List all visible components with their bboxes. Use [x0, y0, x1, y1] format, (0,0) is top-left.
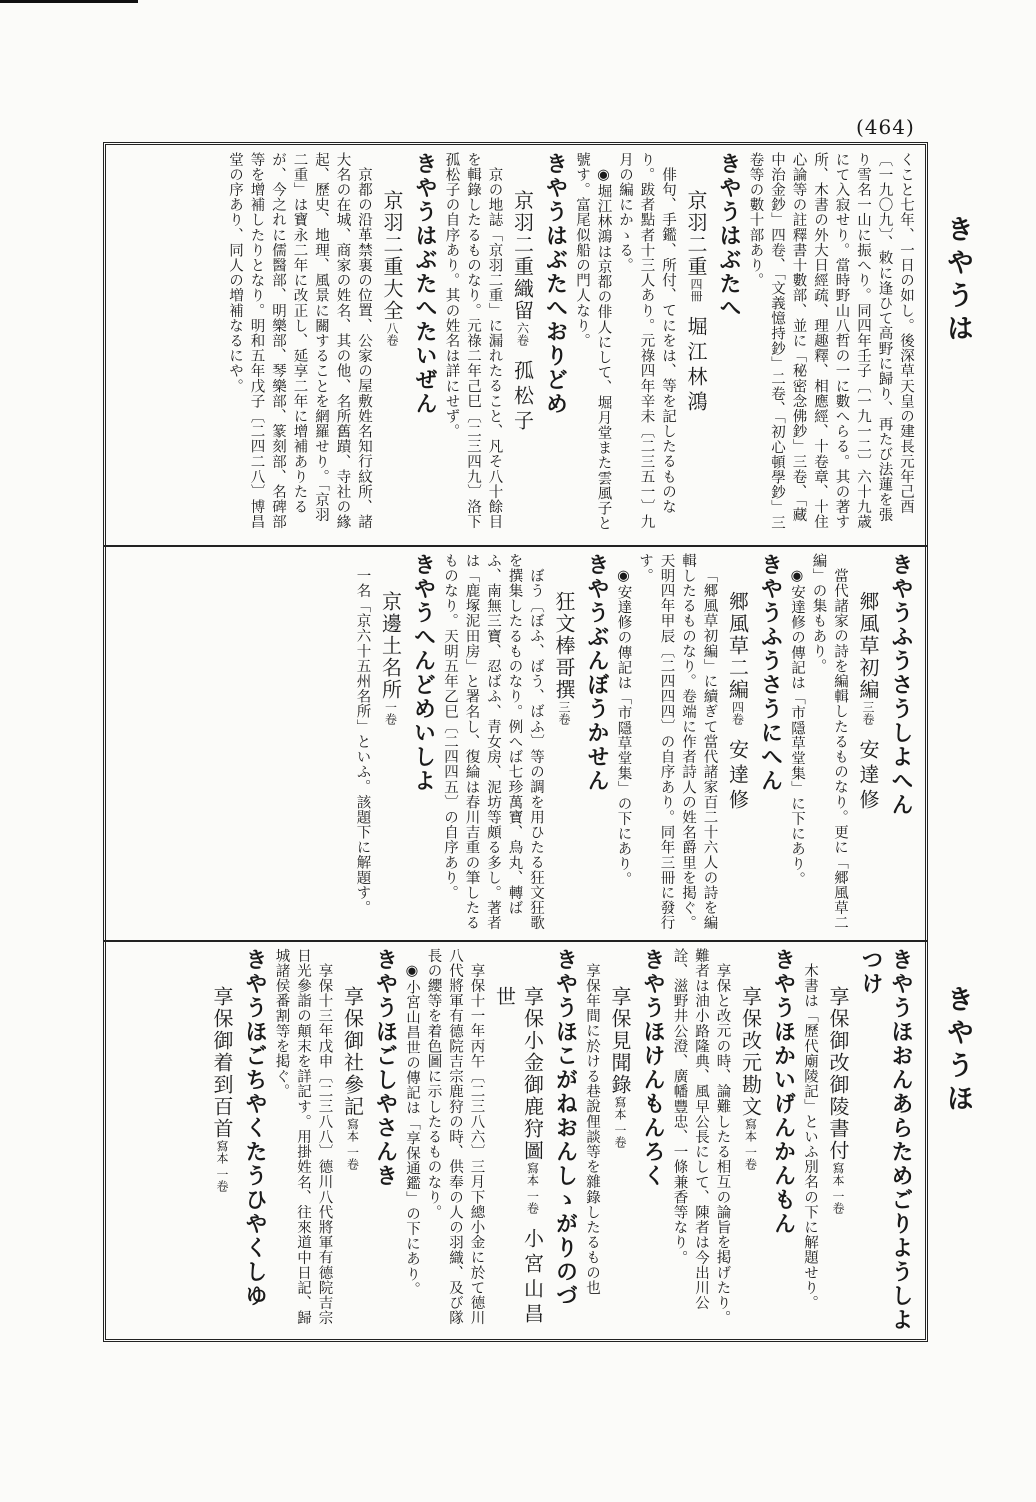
entry-title: 京羽二重大全	[380, 190, 404, 322]
entry-title: 享保御社參記	[340, 986, 365, 1118]
entry-title: 京邊土名所	[378, 591, 403, 701]
entry-body: 「郷風草初編」に續ぎて當代諸家百二十六人の詩を編輯したるものなり。卷端に作者詩人の姓名爵里を掲ぐ。天明四年甲辰〔二四四四〕の自序あり。同年三冊に發行す。	[637, 553, 718, 931]
entry-title-line	[509, 152, 537, 537]
entry-title: 郷風草二編	[725, 591, 750, 701]
entry-volumes: 寫本 一卷	[613, 1096, 627, 1148]
entry-heading: きやうはぶたへおりどめ	[542, 152, 569, 416]
entry-title: 享保御着到百首	[210, 986, 234, 1140]
entry-title-line	[550, 553, 578, 933]
section-bottom	[116, 948, 916, 1333]
entry-volumes: 三卷	[861, 701, 875, 725]
section-bottom-text	[116, 948, 916, 1333]
entry-title-line	[724, 553, 752, 933]
entry-body: 木書は「歷代廟陵記」といふ別名の下に解題せり。	[802, 962, 818, 1310]
entry-heading: きやうふうさうしよへん	[888, 553, 914, 817]
entry-author: 安達修	[725, 739, 750, 814]
entry-volumes: 寫本 一卷	[831, 1162, 845, 1214]
entry-title: 京羽二重織留	[510, 190, 535, 322]
entry-body: 當代諸家の詩を編輯したるものなり。更に「郷風草二編」の集もあり。	[810, 553, 848, 930]
entry-title-line	[491, 948, 547, 1333]
entry-body: 享保十一年丙午〔二三八六〕三月下總小金に於て德川八代將軍有德院吉宗鹿狩の時、供奉の人の羽織、及び隊長の纓等を着色圖に示したるものなり。	[425, 948, 485, 1326]
entry-title-line	[339, 948, 367, 1333]
section-top-text	[116, 152, 916, 537]
entry-title-line	[854, 553, 882, 933]
entry-author: 小宮山昌世	[492, 986, 545, 1328]
entry-heading: きやうほごしやさんき	[372, 948, 399, 1188]
entry-author: 孤松子	[510, 360, 535, 435]
entry-volumes: 四冊	[689, 278, 703, 302]
entry-volumes: 寫本 一卷	[525, 1162, 540, 1214]
section-middle	[116, 553, 916, 933]
entry-heading: きやうほけんもんろく	[640, 948, 666, 1188]
entry-heading: きやうへんどめいしよ	[410, 553, 437, 793]
entry-title-line	[824, 948, 852, 1333]
entry-heading: きやうほこがねおんしゝがりのづ	[552, 948, 579, 1308]
entry-title: 享保御改御陵書付	[826, 986, 850, 1162]
entry-author: 安達修	[856, 739, 880, 814]
entry-note: ◉小宮山昌世の傳記は「享保通鑑」の下にあり。	[404, 962, 420, 1297]
entry-volumes: 一卷	[383, 701, 398, 725]
entry-note: ◉安達修の傳記は「市隱草堂集」に下にあり。	[789, 567, 805, 887]
entry-body: 一名「京六十五州名所」といふ。該題下に解題す。	[354, 567, 371, 915]
entry-heading: きやうほおんあらためごりようしよつけ	[858, 948, 914, 1332]
entry-title: 享保小金御鹿狩圖	[520, 986, 545, 1162]
entry-heading: きやうほかいげんかんもん	[770, 948, 797, 1236]
entry-heading: きやうぶんぼうかせん	[584, 553, 610, 793]
entry-volumes: 寫本 一卷	[345, 1118, 360, 1170]
entry-heading: きやうほごちやくたうひやくしゆ	[242, 948, 268, 1308]
section-top	[116, 152, 916, 537]
entry-title: 享保改元勘文	[738, 986, 763, 1118]
entry-body: 享保十三年戊申〔二三八八〕德川八代將軍有德院吉宗日光參詣の顛末を詳記す。用掛姓名、往來道中日記、歸城諸侯番割等を掲ぐ。	[273, 948, 333, 1326]
entry-volumes: 四卷	[730, 701, 745, 725]
entry-body: ぼう〔ぼふ、ばう、ばふ〕等の調を用ひたる狂文狂歌を撰集したるものなり。例へば七珍萬寶、鳥丸、轉ばふ、南無三寶、忍ばふ、青女房、泥坊等頗る多し。著者は「鹿塚泥田房」と署名し、復綸は春川吉重の筆したるものなり。天明五年乙巳〔二四四五〕の自序あり。	[442, 553, 544, 931]
entry-heading: きやうふうさうにへん	[757, 553, 784, 793]
entry-heading: きやうはぶたへたいぜん	[412, 152, 438, 416]
section-divider	[103, 545, 928, 547]
entry-title-line	[208, 948, 236, 1333]
entry-volumes: 八卷	[385, 322, 399, 346]
entry-body: 俳句、手鑑、所付、てにをは、等を記したるものなり。跋者點者十三人あり。元祿四年辛未〔二三五一〕九月の編にかゝる。	[617, 152, 676, 530]
entry-volumes: 寫本 一卷	[743, 1118, 758, 1170]
entry-note: ◉堀江林鴻は京都の俳人にして、堀月堂また雲風子と號す。富尾似船の門人なり。	[574, 152, 612, 531]
entry-body: 京の地誌「京羽二重」に漏れたること、凡そ八十餘目を輯錄したるものなり。元祿二年己巳〔二三四九〕洛下孤松子の自序あり。其の姓名は詳にせず。	[443, 152, 503, 530]
entry-author: 堀江林鴻	[684, 316, 708, 416]
entry-volumes: 寫本 一卷	[215, 1140, 229, 1192]
entry-title: 京羽二重	[684, 190, 708, 278]
entry-title-line	[682, 152, 710, 537]
top-rule	[0, 0, 138, 3]
entry-title: 享保見聞錄	[608, 986, 632, 1096]
entry-note: ◉安達修の傳記は「市隱草堂集」の下にあり。	[615, 567, 632, 887]
page-number: (464)	[856, 115, 915, 139]
running-head-bottom: きやうほ	[942, 985, 973, 1117]
entry-title: 狂文棒哥撰	[552, 591, 576, 701]
entry-body: 京都の沿革禁裏の位置、公家の屋敷姓名知行紋所、諸大名の在城、商家の姓名、其の他、名所舊蹟、寺社の緣起、歷史、地理、風景に關することを網羅せり。「京羽二重」は寶永二年に改正し、延享二年に增補ありたるが、今之れに儒醫部、明樂部、琴樂部、篆刻部、名碑部等を增補したりとなり。明和五年戊子〔二四二八〕博昌堂の序あり、同人の増補なるにや。	[227, 152, 372, 530]
entry-heading: きやうはぶたへ	[716, 152, 742, 320]
section-middle-text	[116, 553, 916, 933]
entry-volumes: 三卷	[557, 701, 571, 725]
entry-volumes: 六卷	[515, 322, 530, 346]
entry-continuation: くこと七年、一日の如し。後深草天皇の建長元年己酉〔一九〇九〕、敕に逢ひて高野に歸り、再たび法蓮を張り雪名一山に振へり。同四年壬子〔一九一二〕六十九歳にて入寂せり。當時野山八哲の一に數へらる。其の著す所、木書の外大日經疏、理趣釋、相應經、十卷章、十住心論等の註釋書十數部、並に「秘密念佛鈔」三卷、「藏中治金鈔」四卷、「文義憶持鈔」二卷、「初心頓學鈔」三卷等の數十部あり。	[747, 152, 914, 531]
section-divider	[103, 940, 928, 942]
entry-title-line	[378, 152, 406, 537]
entry-title-line	[606, 948, 634, 1333]
entry-body: 享保年間に於ける巷說俚談等を雜錄したるもの也	[584, 962, 600, 1295]
entry-title-line	[377, 553, 405, 933]
running-head-top: きやうは	[942, 215, 973, 347]
entry-body: 享保と改元の時、論難したる相互の論旨を掲げたり。難者は油小路隆典、風早公長にして、陳者は今出川公詮、滋野井公澄、廣幡豐忠、一條兼香等なり。	[671, 948, 731, 1325]
entry-title-line	[737, 948, 765, 1333]
entry-title: 郷風草初編	[856, 591, 880, 701]
